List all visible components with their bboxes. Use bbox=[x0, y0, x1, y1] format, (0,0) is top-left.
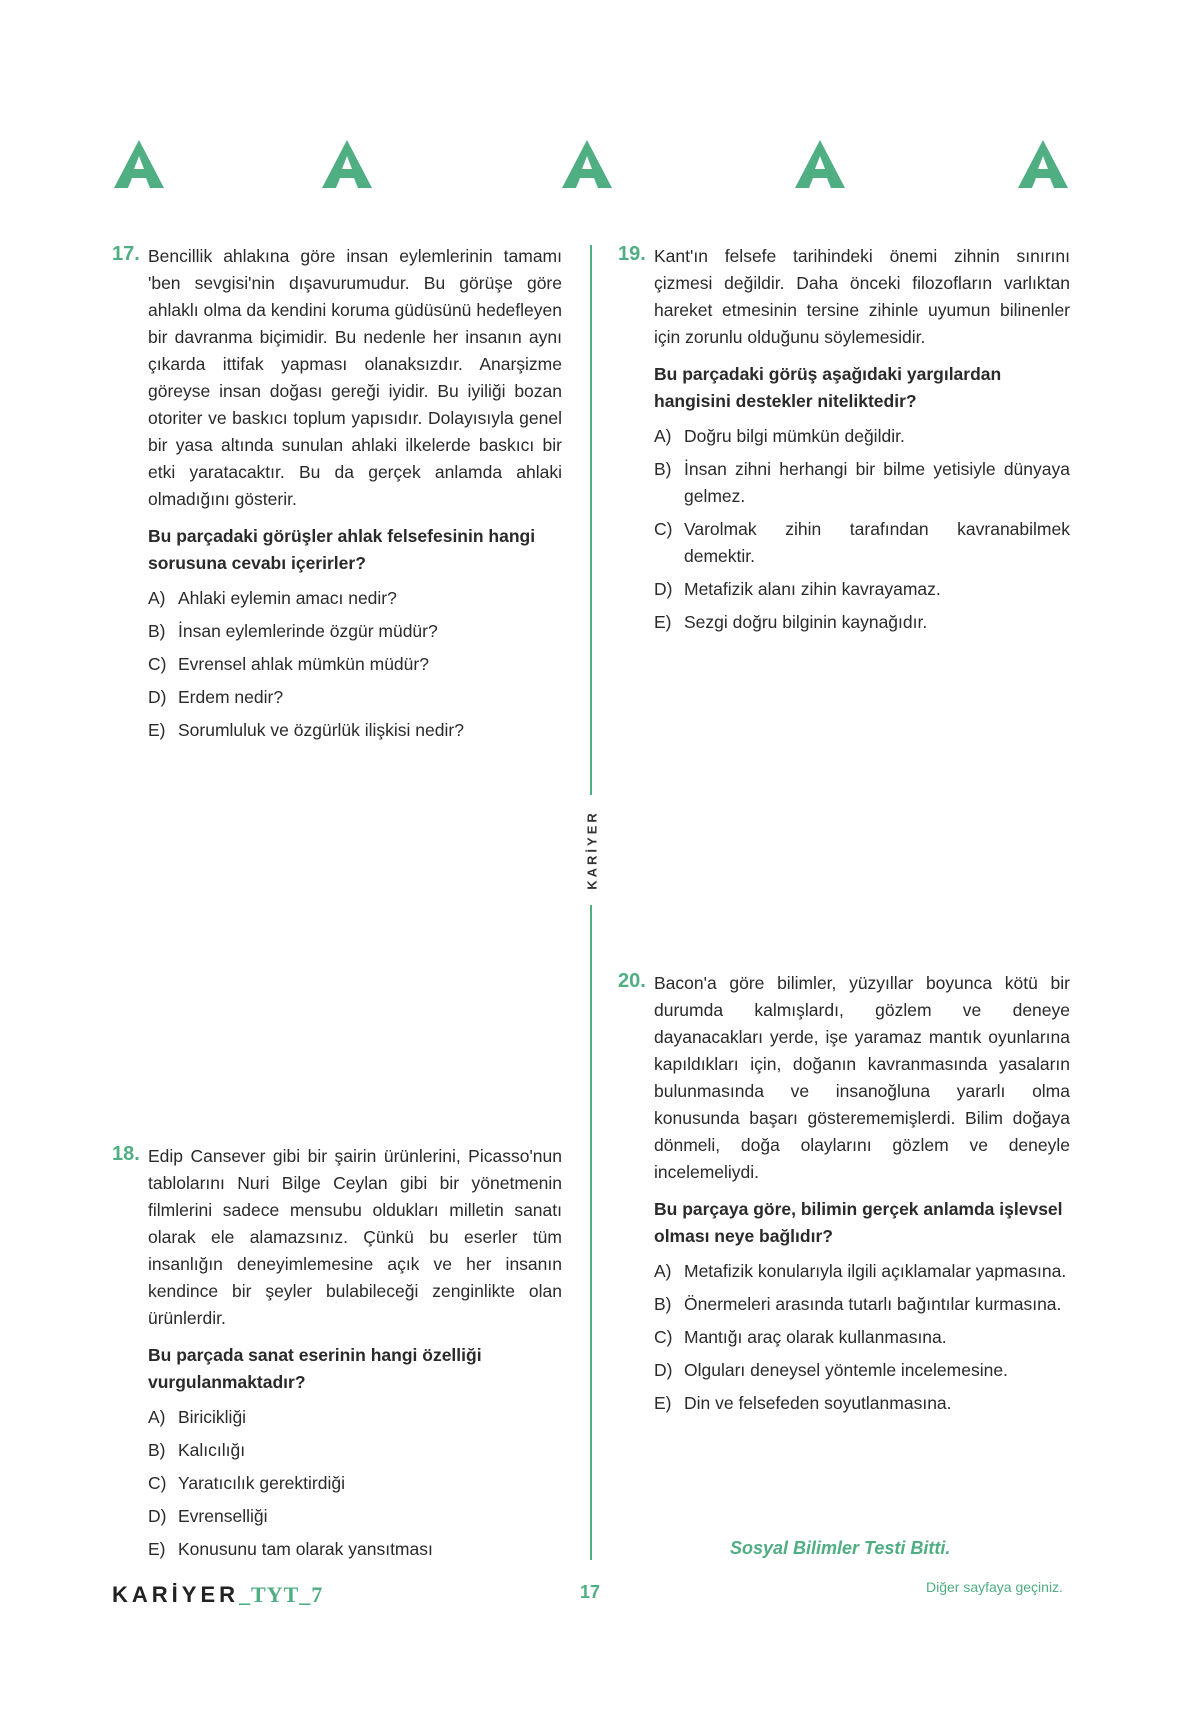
question-18 bbox=[112, 1143, 562, 1569]
question-passage: Bacon'a göre bilimler, yüzyıllar boyunca kötü bir durumda kalmışlardı, gözlem ve deneye dayanacakları yerde, işe yaramaz mantık oyunlarına kapıldıkları için, doğanın kavranmasında yasaların bulunmasında ve insanoğluna yararlı olma konusunda başarı gösterememişlerdi. Bilim doğaya dönmeli, doğa olaylarını gözlem ve deneyle incelemeliydi. bbox=[654, 973, 1070, 1182]
footer-brand-name: KARİYER bbox=[112, 1582, 240, 1607]
column-divider-top bbox=[590, 245, 592, 795]
answer-option-d[interactable]: D) Olguları deneysel yöntemle incelemesine. bbox=[654, 1360, 1008, 1380]
question-17 bbox=[112, 243, 562, 750]
booklet-letter-a-icon bbox=[112, 138, 166, 190]
answer-option-d[interactable]: D) Erdem nedir? bbox=[148, 687, 284, 707]
answer-option-b[interactable]: B) Önermeleri arasında tutarlı bağıntılar kurmasına. bbox=[654, 1294, 1062, 1314]
question-stem: Bu parçada sanat eserinin hangi özelliği vurgulanmaktadır? bbox=[148, 1345, 482, 1392]
booklet-letter-a-icon bbox=[320, 138, 374, 190]
test-end-note: Sosyal Bilimler Testi Bitti. bbox=[730, 1538, 951, 1558]
answer-option-b[interactable]: B) İnsan eylemlerinde özgür müdür? bbox=[148, 621, 438, 641]
answer-option-c[interactable]: C) Mantığı araç olarak kullanmasına. bbox=[654, 1327, 947, 1347]
booklet-letter-row bbox=[0, 138, 1200, 192]
answer-option-c[interactable]: C) Yaratıcılık gerektirdiği bbox=[148, 1473, 345, 1493]
answer-option-e[interactable]: E) Sorumluluk ve özgürlük ilişkisi nedir? bbox=[148, 720, 464, 740]
next-page-note: Diğer sayfaya geçiniz. bbox=[926, 1579, 1063, 1595]
answer-option-b[interactable]: B) İnsan zihni herhangi bir bilme yetisiyle dünyaya gelmez. bbox=[654, 459, 1070, 506]
question-number: 19. bbox=[618, 243, 646, 265]
answer-option-e[interactable]: E) Din ve felsefeden soyutlanmasına. bbox=[654, 1393, 952, 1413]
answer-option-a[interactable]: A) Doğru bilgi mümkün değildir. bbox=[654, 426, 905, 446]
answer-option-c[interactable]: C) Evrensel ahlak mümkün müdür? bbox=[148, 654, 429, 674]
answer-option-a[interactable]: A) Metafizik konularıyla ilgili açıklamalar yapmasına. bbox=[654, 1261, 1067, 1281]
answer-option-a[interactable]: A) Biricikliği bbox=[148, 1407, 247, 1427]
column-divider-bottom bbox=[590, 905, 592, 1560]
question-stem: Bu parçadaki görüş aşağıdaki yargılardan hangisini destekler niteliktedir? bbox=[654, 364, 1002, 411]
answer-option-d[interactable]: D) Metafizik alanı zihin kavrayamaz. bbox=[654, 579, 941, 599]
question-20 bbox=[618, 970, 1070, 1423]
question-19 bbox=[618, 243, 1070, 642]
page-number: 17 bbox=[580, 1582, 601, 1602]
booklet-letter-a-icon bbox=[793, 138, 847, 190]
question-number: 18. bbox=[112, 1143, 140, 1165]
question-stem: Bu parçaya göre, bilimin gerçek anlamda işlevsel olması neye bağlıdır? bbox=[654, 1199, 1063, 1246]
answer-option-e[interactable]: E) Konusunu tam olarak yansıtması bbox=[148, 1539, 433, 1559]
answer-option-d[interactable]: D) Evrenselliği bbox=[148, 1506, 268, 1526]
question-passage: Edip Cansever gibi bir şairin ürünlerini, Picasso'nun tablolarını Nuri Bilge Ceylan gibi bir yönetmenin filmlerini sadece mensubu oldukları milletin sanatı olarak ele alamazsınız. Çünkü bu eserler tüm insanlığın deneyimlemesine açık ve her insanın kendince bir şeyler bulabileceği zenginlikte olan ürünlerdir. bbox=[148, 1146, 562, 1328]
booklet-letter-a-icon bbox=[1016, 138, 1070, 190]
question-number: 17. bbox=[112, 243, 140, 265]
question-number: 20. bbox=[618, 970, 646, 992]
booklet-letter-a-icon bbox=[560, 138, 614, 190]
question-stem: Bu parçadaki görüşler ahlak felsefesinin hangi sorusuna cevabı içerirler? bbox=[148, 526, 536, 573]
answer-option-c[interactable]: C) Varolmak zihin tarafından kavranabilmek demektir. bbox=[654, 519, 1070, 566]
answer-option-a[interactable]: A) Ahlaki eylemin amacı nedir? bbox=[148, 588, 397, 608]
center-logo: KARİYER bbox=[584, 810, 600, 890]
answer-option-e[interactable]: E) Sezgi doğru bilginin kaynağıdır. bbox=[654, 612, 928, 632]
question-passage: Kant'ın felsefe tarihindeki önemi zihnin sınırını çizmesi değildir. Daha önceki filozofların varlıktan hareket etmesinin tersine zihinle uyumun bilinenler için zorunlu olduğunu söylemesidir. bbox=[654, 246, 1070, 347]
question-passage: Bencillik ahlakına göre insan eylemlerinin tamamı 'ben sevgisi'nin dışavurumudur. Bu görüşe göre ahlaklı olma da kendini koruma güdüsünü hedefleyen bir davranma biçimidir. Bu nedenle her insanın aynı çıkarda ittifak yapması olanaksızdır. Anarşizme göreyse insan doğası gereği iyidir. Bu iyiliği bozan otoriter ve baskıcı toplum yapısıdır. Dolayısıyla genel bir yasa altında sunulan ahlaki ilkelerde baskıcı bir etki yaratacaktır. Bu da gerçek anlamda ahlaki olmadığını gösterir. bbox=[148, 246, 562, 509]
footer-booklet-code: _TYT_7 bbox=[239, 1582, 324, 1607]
answer-option-b[interactable]: B) Kalıcılığı bbox=[148, 1440, 246, 1460]
footer-brand bbox=[112, 1582, 323, 1608]
